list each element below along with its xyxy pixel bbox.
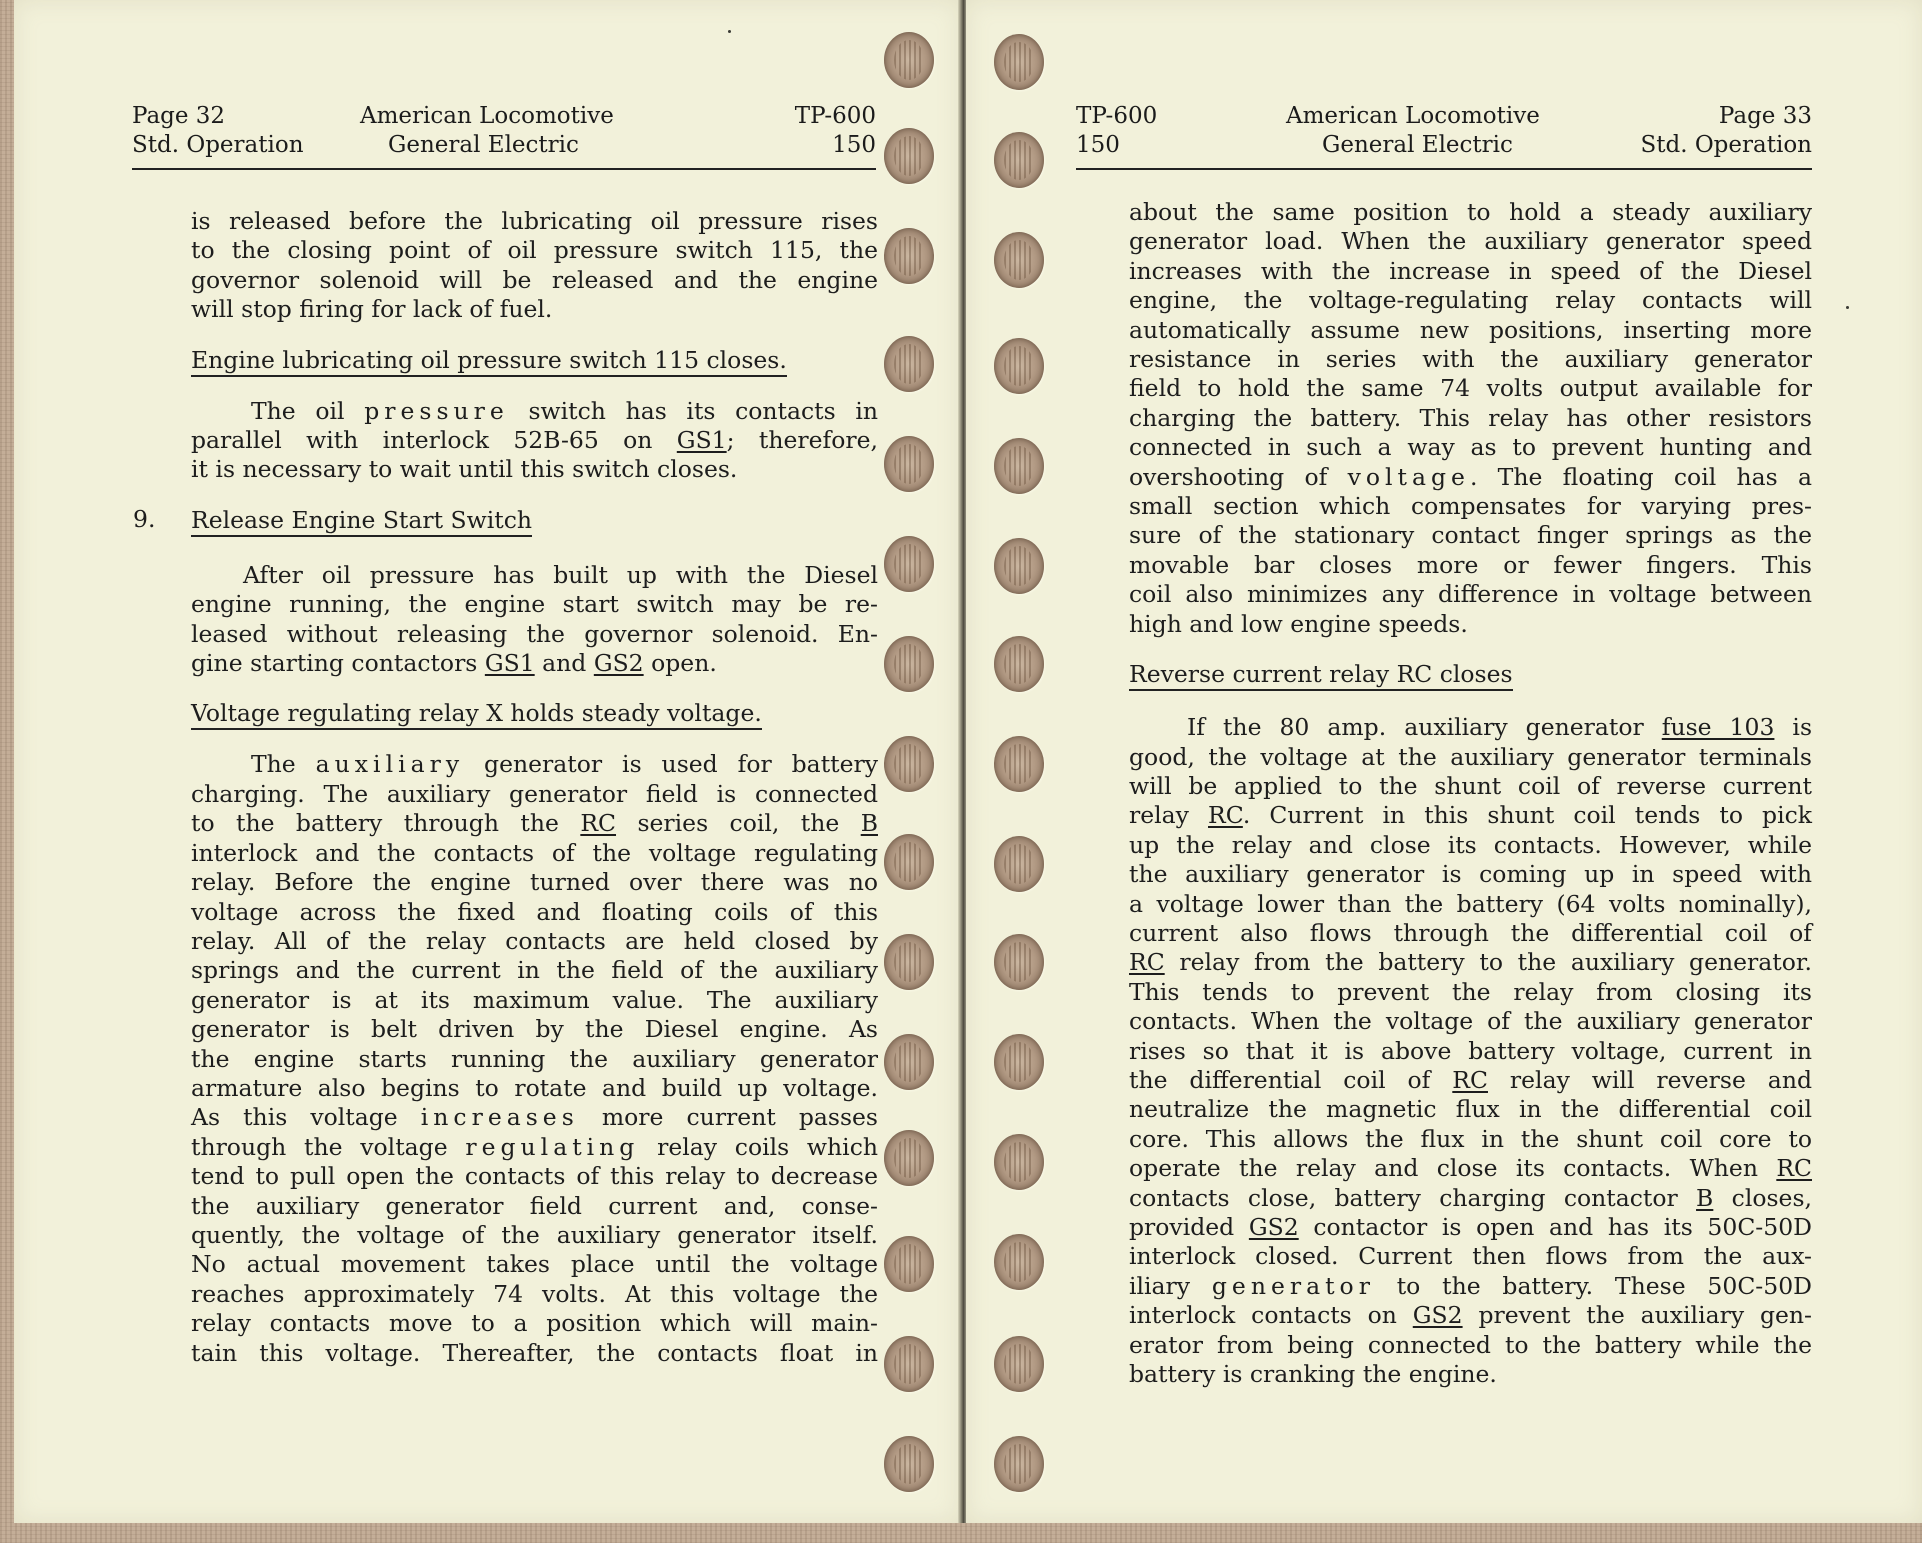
section-heading: Voltage regulating relay X holds steady voltage. bbox=[191, 698, 762, 730]
text-line: will stop firing for lack of fuel. bbox=[191, 295, 553, 324]
text-line: erator from being connected to the battery while the bbox=[1129, 1330, 1812, 1359]
text-line: contacts close, battery charging contactor B closes, bbox=[1129, 1183, 1812, 1212]
text-line: interlock closed. Current then flows from the aux- bbox=[1129, 1242, 1812, 1271]
doc-code: TP-600 bbox=[1076, 103, 1158, 129]
component-ref: RC bbox=[1776, 1154, 1812, 1183]
publisher-line2: General Electric bbox=[1322, 132, 1513, 158]
text-line: After oil pressure has built up with the Diesel bbox=[243, 560, 878, 589]
text-line: reaches approximately 74 volts. At this voltage the bbox=[191, 1279, 878, 1308]
text-line: engine running, the engine start switch may be re- bbox=[191, 590, 878, 619]
doc-code: TP-600 bbox=[794, 103, 876, 129]
text-line: it is necessary to wait until this switch closes. bbox=[191, 455, 738, 484]
text-line: No actual movement takes place until the voltage bbox=[191, 1250, 878, 1279]
binding-hole bbox=[884, 736, 934, 792]
text-line: relay contacts move to a position which will main- bbox=[191, 1309, 878, 1338]
publisher-line1: American Locomotive bbox=[360, 103, 614, 129]
page-number: Page 32 bbox=[132, 103, 226, 129]
left-page bbox=[14, 0, 960, 1523]
text-line: movable bar closes more or fewer fingers. This bbox=[1129, 550, 1812, 579]
component-ref: GS2 bbox=[1412, 1301, 1463, 1330]
paragraph bbox=[191, 750, 878, 1368]
binding-hole bbox=[994, 232, 1044, 288]
text-line: provided GS2 contactor is open and has its 50C-50D bbox=[1129, 1213, 1812, 1241]
binding-hole bbox=[884, 934, 934, 990]
text-line: automatically assume new positions, inserting more bbox=[1129, 315, 1812, 344]
section-heading: Release Engine Start Switch bbox=[191, 505, 532, 537]
component-ref: GS1 bbox=[676, 426, 727, 455]
text-line: tain this voltage. Thereafter, the contacts float in bbox=[191, 1338, 878, 1367]
text-line: overshooting of voltage. The floating coil has a bbox=[1129, 462, 1812, 491]
text-line: leased without releasing the governor solenoid. En- bbox=[191, 619, 878, 648]
text-line: field to hold the same 74 volts output available for bbox=[1129, 374, 1812, 403]
text-line: engine, the voltage-regulating relay contacts will bbox=[1129, 286, 1812, 315]
binding-hole bbox=[994, 736, 1044, 792]
text-line: The auxiliary generator is used for battery bbox=[251, 750, 879, 779]
binding-hole bbox=[884, 536, 934, 592]
paper-speck bbox=[728, 30, 731, 33]
binding-hole bbox=[884, 32, 934, 88]
text-line: interlock and the contacts of the voltage regulating bbox=[191, 838, 878, 867]
binding-hole bbox=[884, 128, 934, 184]
binding-hole bbox=[994, 1134, 1044, 1190]
text-line: relay. Before the engine turned over there was no bbox=[191, 868, 878, 897]
binding-hole bbox=[884, 1034, 934, 1090]
binding-hole bbox=[884, 636, 934, 692]
component-ref: RC bbox=[1129, 948, 1165, 977]
text-line: high and low engine speeds. bbox=[1129, 609, 1468, 638]
doc-sub: 150 bbox=[1076, 132, 1120, 158]
text-line: charging. The auxiliary generator field is connected bbox=[191, 779, 878, 808]
binding-hole bbox=[994, 636, 1044, 692]
binding-hole bbox=[884, 336, 934, 392]
text-line: gine starting contactors GS1 and GS2 open. bbox=[191, 649, 717, 678]
text-line: connected in such a way as to prevent hunting and bbox=[1129, 433, 1812, 462]
text-line: voltage across the fixed and floating coils of this bbox=[191, 897, 878, 926]
binding-hole bbox=[994, 934, 1044, 990]
paper-speck bbox=[1846, 306, 1849, 309]
text-line: increases with the increase in speed of the Diesel bbox=[1129, 256, 1812, 285]
binding-hole bbox=[884, 1336, 934, 1392]
component-ref: B bbox=[1696, 1183, 1714, 1212]
component-ref: RC bbox=[580, 809, 617, 838]
component-ref: RC bbox=[1452, 1065, 1488, 1094]
text-line: resistance in series with the auxiliary generator bbox=[1129, 345, 1812, 374]
text-line: about the same position to hold a steady auxiliary bbox=[1129, 198, 1812, 226]
text-line: good, the voltage at the auxiliary generator terminals bbox=[1129, 742, 1812, 771]
text-line: If the 80 amp. auxiliary generator fuse 103 is bbox=[1187, 713, 1813, 742]
component-ref: B bbox=[860, 809, 878, 838]
paragraph bbox=[191, 561, 878, 679]
text-line: the differential coil of RC relay will reverse and bbox=[1129, 1065, 1812, 1094]
text-line: RC relay from the battery to the auxiliary generator. bbox=[1129, 948, 1812, 977]
component-ref: GS2 bbox=[593, 649, 644, 678]
text-line: coil also minimizes any difference in voltage between bbox=[1129, 580, 1812, 609]
text-line: will be applied to the shunt coil of reverse current bbox=[1129, 771, 1812, 800]
section-name: Std. Operation bbox=[1640, 132, 1812, 158]
binding-hole bbox=[994, 1436, 1044, 1492]
binding-hole bbox=[994, 438, 1044, 494]
text-line: a voltage lower than the battery (64 volts nominally), bbox=[1129, 889, 1812, 918]
text-line: to the battery through the RC series coil, the B bbox=[191, 809, 878, 838]
text-line: relay. All of the relay contacts are held closed by bbox=[191, 926, 878, 955]
binding-hole bbox=[994, 34, 1044, 90]
binding-hole bbox=[994, 1034, 1044, 1090]
text-line: governor solenoid will be released and the engine bbox=[191, 265, 878, 294]
page-number: Page 33 bbox=[1718, 103, 1812, 129]
text-line: The oil pressure switch has its contacts in bbox=[251, 396, 878, 425]
text-line: This tends to prevent the relay from closing its bbox=[1129, 977, 1812, 1006]
text-line: the auxiliary generator is coming up in speed with bbox=[1129, 860, 1812, 889]
left-page-body bbox=[133, 207, 879, 1368]
binding-hole bbox=[994, 1234, 1044, 1290]
component-ref: fuse 103 bbox=[1661, 713, 1775, 742]
text-line: tend to pull open the contacts of this relay to decrease bbox=[191, 1162, 878, 1191]
binding-hole bbox=[884, 1130, 934, 1186]
text-line: iliary generator to the battery. These 50C-50D bbox=[1129, 1271, 1812, 1300]
text-line: battery is cranking the engine. bbox=[1129, 1360, 1497, 1389]
text-line: generator load. When the auxiliary generator speed bbox=[1129, 227, 1812, 256]
text-line: the auxiliary generator field current and, conse- bbox=[191, 1191, 878, 1220]
text-line: sure of the stationary contact finger springs as the bbox=[1129, 521, 1812, 550]
binding-hole bbox=[994, 538, 1044, 594]
text-line: through the voltage regulating relay coils which bbox=[191, 1132, 878, 1161]
text-line: armature also begins to rotate and build up voltage. bbox=[191, 1073, 878, 1102]
right-page-header bbox=[1076, 102, 1812, 170]
paragraph bbox=[1129, 713, 1812, 1389]
text-line: contacts. When the voltage of the auxiliary generator bbox=[1129, 1007, 1812, 1036]
text-line: core. This allows the flux in the shunt coil core to bbox=[1129, 1124, 1812, 1153]
text-line: is released before the lubricating oil pressure rises bbox=[191, 207, 878, 235]
binding-hole bbox=[884, 436, 934, 492]
text-line: charging the battery. This relay has other resistors bbox=[1129, 403, 1812, 432]
publisher-line1: American Locomotive bbox=[1286, 103, 1540, 129]
paragraph bbox=[191, 207, 878, 325]
binding-hole bbox=[994, 1336, 1044, 1392]
paragraph bbox=[191, 397, 878, 485]
right-page bbox=[966, 0, 1922, 1523]
section-name: Std. Operation bbox=[132, 132, 304, 158]
binding-hole bbox=[884, 1236, 934, 1292]
section-heading: Engine lubricating oil pressure switch 115 closes. bbox=[191, 345, 787, 377]
publisher-line2: General Electric bbox=[388, 132, 579, 158]
text-line: neutralize the magnetic flux in the differential coil bbox=[1129, 1095, 1812, 1124]
text-line: operate the relay and close its contacts. When RC bbox=[1129, 1154, 1812, 1183]
text-line: small section which compensates for varying pres- bbox=[1129, 492, 1812, 521]
binding-hole bbox=[884, 228, 934, 284]
doc-sub: 150 bbox=[832, 132, 876, 158]
text-line: generator is belt driven by the Diesel engine. As bbox=[191, 1015, 878, 1044]
binding-hole bbox=[994, 338, 1044, 394]
component-ref: GS1 bbox=[484, 649, 535, 678]
binding-hole bbox=[994, 132, 1044, 188]
right-page-body bbox=[1129, 198, 1812, 1389]
text-line: springs and the current in the field of the auxiliary bbox=[191, 956, 878, 985]
text-line: current also flows through the differential coil of bbox=[1129, 918, 1812, 947]
section-number: 9. bbox=[133, 504, 156, 533]
binding-hole bbox=[884, 1436, 934, 1492]
binding-hole bbox=[884, 834, 934, 890]
text-line: to the closing point of oil pressure switch 115, the bbox=[191, 236, 878, 265]
section-heading: Reverse current relay RC closes bbox=[1129, 659, 1513, 691]
text-line: interlock contacts on GS2 prevent the auxiliary gen- bbox=[1129, 1301, 1812, 1330]
text-line: rises so that it is above battery voltage, current in bbox=[1129, 1036, 1812, 1065]
text-line: generator is at its maximum value. The auxiliary bbox=[191, 985, 878, 1014]
paragraph bbox=[1129, 198, 1812, 639]
left-page-header bbox=[132, 102, 876, 170]
text-line: parallel with interlock 52B-65 on GS1; therefore, bbox=[191, 426, 878, 455]
component-ref: RC bbox=[1208, 801, 1243, 830]
text-line: up the relay and close its contacts. However, while bbox=[1129, 830, 1812, 859]
text-line: the engine starts running the auxiliary generator bbox=[191, 1044, 878, 1073]
text-line: As this voltage increases more current passes bbox=[191, 1103, 878, 1132]
binding-hole bbox=[994, 836, 1044, 892]
text-line: relay RC. Current in this shunt coil tends to pick bbox=[1129, 801, 1812, 830]
text-line: quently, the voltage of the auxiliary generator itself. bbox=[191, 1220, 878, 1249]
component-ref: GS2 bbox=[1248, 1213, 1299, 1241]
